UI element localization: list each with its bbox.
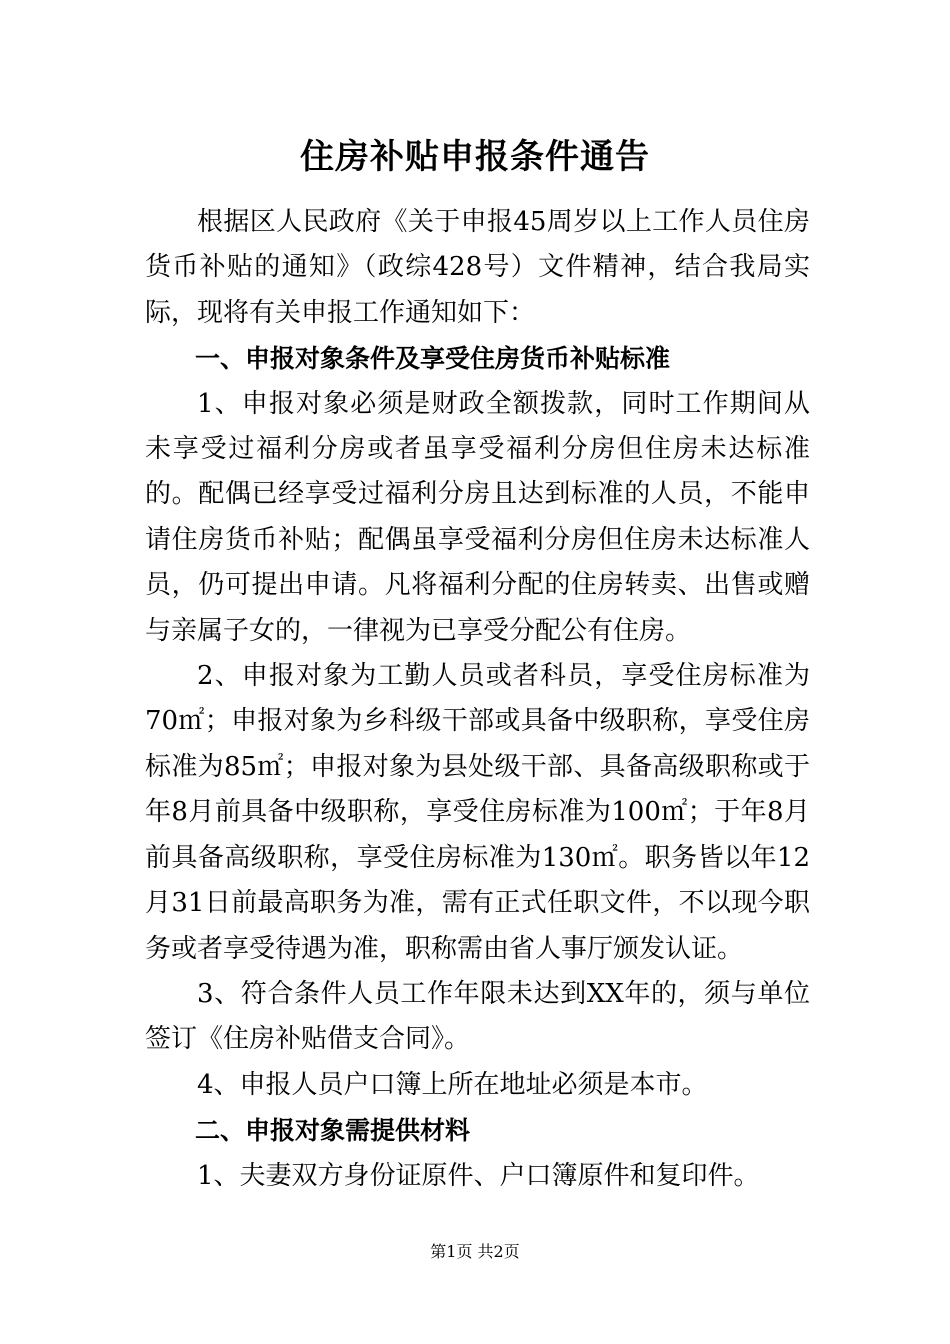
body-paragraph: 4、申报人员户口簿上所在地址必须是本市。 [197,1069,708,1100]
document-body [145,200,810,1199]
section-heading: 一、申报对象条件及享受住房货币补贴标准 [195,344,671,374]
body-paragraph: 2、申报对象为工勤人员或者科员，享受住房标准为70㎡；申报对象为乡科级干部或具备中级职称，享受住房标准为85㎡；申报对象为县处级干部、具备高级职称或于年8月前具备中级职称，享受住房标准为100㎡；于年8月前具备高级职称，享受住房标准为130㎡。职务皆以年12月31日前最高职务为准，需有正式任职文件，不以现今职务或者享受待遇为准，职称需由省人事厅颁发认证。 [145,661,810,964]
body-paragraph: 3、符合条件人员工作年限未达到XX年的，须与单位签订《住房补贴借支合同》。 [145,978,810,1055]
document-title: 住房补贴申报条件通告 [300,137,650,177]
body-paragraph: 1、申报对象必须是财政全额拨款，同时工作期间从未享受过福利分房或者虽享受福利分房但住房未达标准的。配偶已经享受过福利分房且达到标准的人员，不能申请住房货币补贴；配偶虽享受福利分房但住房未达标准人员，仍可提出申请。凡将福利分配的住房转卖、出售或赠与亲属子女的，一律视为已享受分配公有住房。 [145,388,810,646]
page-footer: 第1页 共2页 [430,1242,520,1261]
body-paragraph: 1、夫妻双方身份证原件、户口簿原件和复印件。 [197,1160,760,1191]
intro-paragraph: 根据区人民政府《关于申报45周岁以上工作人员住房货币补贴的通知》（政综428号）文件精神，结合我局实际，现将有关申报工作通知如下： [145,207,810,328]
section-heading: 二、申报对象需提供材料 [195,1116,471,1146]
